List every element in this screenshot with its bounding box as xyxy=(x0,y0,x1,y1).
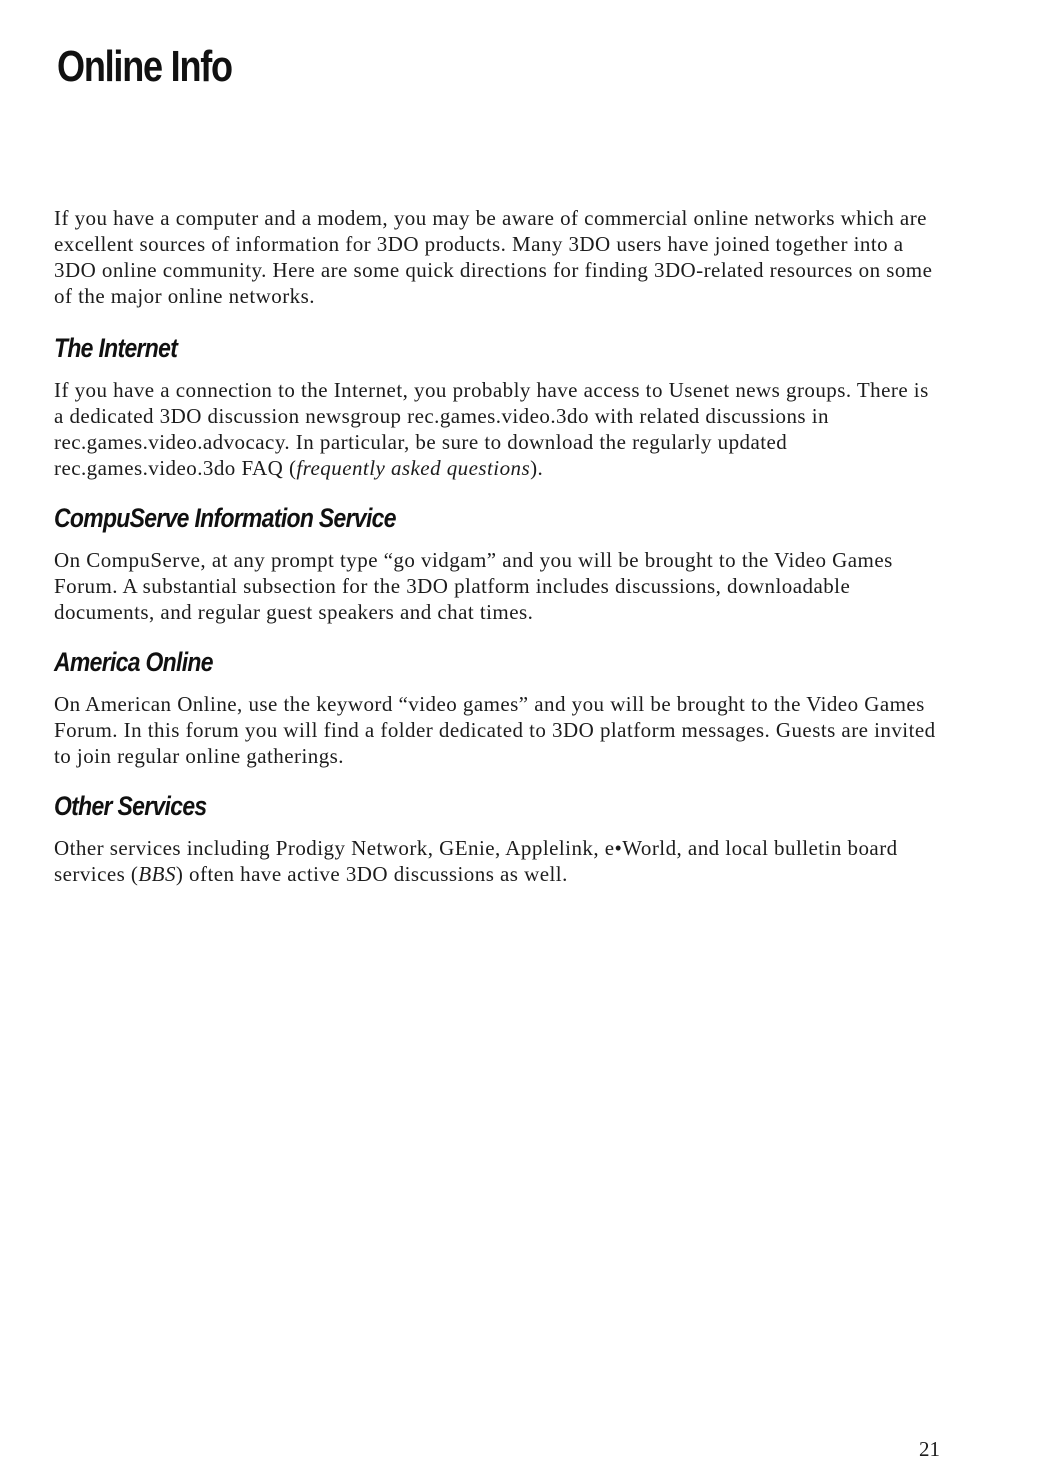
section-body-internet xyxy=(54,377,939,481)
italic-phrase: frequently asked questions xyxy=(296,456,531,480)
section-compuserve xyxy=(54,501,939,625)
body-text-segment: If you have a connection to the Internet, you probably have access to Usenet news groups. There is a dedicated 3DO discussion newsgroup rec.games.video.3do with related discussions in rec.games.video.advocacy. In particular, be sure to download the regularly updated rec.games.video.3do FAQ ( xyxy=(54,378,929,480)
body-text-segment: ). xyxy=(530,456,544,480)
section-body-aol: On American Online, use the keyword “video games” and you will be brought to the Video Games Forum. In this forum you will find a folder dedicated to 3DO platform messages. Guests are invited to join regular online gatherings. xyxy=(54,692,936,768)
section-heading-compuserve: CompuServe Information Service xyxy=(54,503,396,533)
section-heading-other: Other Services xyxy=(54,791,207,821)
page-number: 21 xyxy=(919,1437,940,1461)
section-internet xyxy=(54,331,939,481)
section-heading-internet: The Internet xyxy=(54,333,178,363)
intro-paragraph: If you have a computer and a modem, you may be aware of commercial online networks which are excellent sources of information for 3DO products. Many 3DO users have joined together into a 3DO online community. Here are some quick directions for finding 3DO-related resources on some of the major online networks. xyxy=(54,206,933,308)
page-title: Online Info xyxy=(57,42,232,91)
section-body-compuserve: On CompuServe, at any prompt type “go vidgam” and you will be brought to the Video Games Forum. A substantial subsection for the 3DO platform includes discussions, downloadable documents, and regular guest speakers and chat times. xyxy=(54,548,893,624)
section-body-other xyxy=(54,835,939,887)
section-aol xyxy=(54,645,939,769)
main-content xyxy=(54,205,939,887)
body-text-segment: ) often have active 3DO discussions as well. xyxy=(175,862,568,886)
body-text-segment: Other services including Prodigy Network, GEnie, Applelink, e•World, and local bulletin board services ( xyxy=(54,836,898,886)
section-other xyxy=(54,789,939,887)
italic-phrase: BBS xyxy=(138,862,176,886)
section-heading-aol: America Online xyxy=(54,647,213,677)
